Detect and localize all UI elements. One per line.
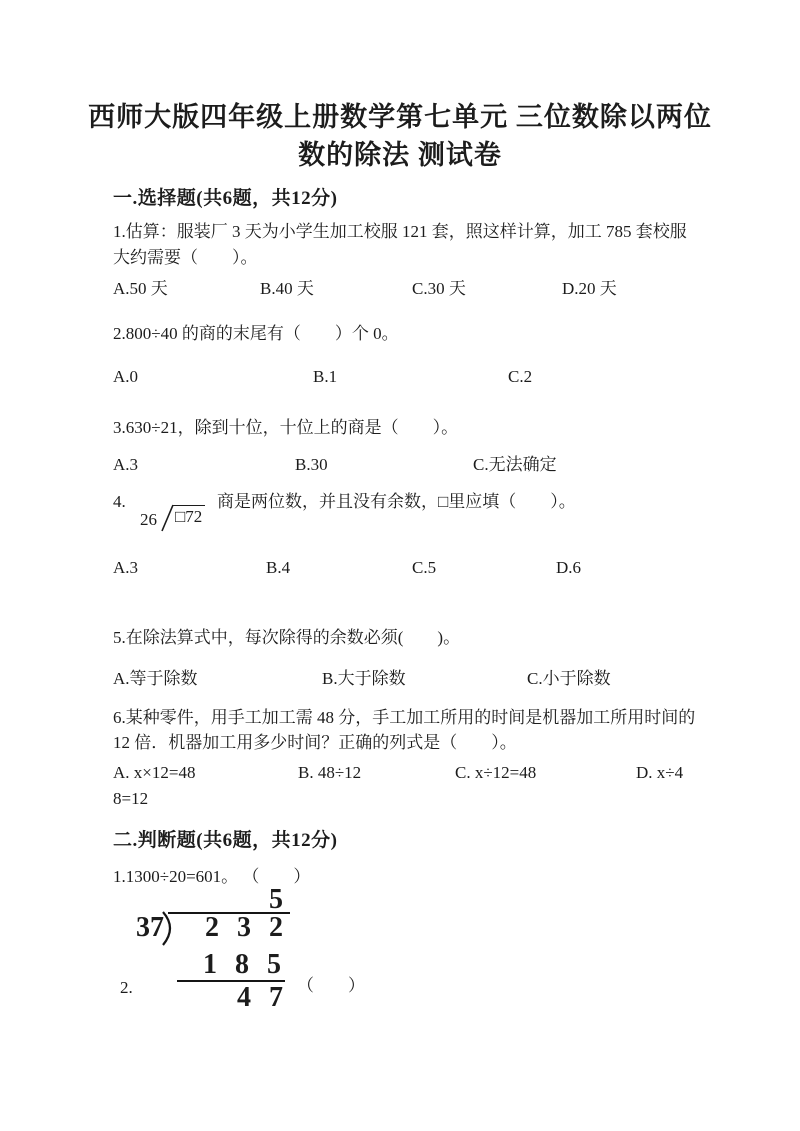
- page-title-line2: 数的除法 测试卷: [298, 140, 502, 170]
- q1-option-c: C.30 天: [412, 279, 466, 298]
- q1-option-b: B.40 天: [260, 279, 314, 298]
- q5-text: 5.在除法算式中，每次除得的余数必须( )。: [113, 628, 461, 647]
- longdiv-divisor: 37: [136, 912, 164, 943]
- section-judge-header: 二.判断题(共6题，共12分): [113, 830, 338, 851]
- q4-option-a: A.3: [113, 558, 139, 577]
- q6-option-a: A. x×12=48: [113, 763, 196, 782]
- q6-option-d: D. x÷4: [636, 763, 684, 782]
- page-title-line1: 西师大版四年级上册数学第七单元 三位数除以两位: [88, 102, 712, 132]
- q4-text: 商是两位数，并且没有余数，□里应填（ ）。: [217, 492, 576, 511]
- q3-text: 3.630÷21，除到十位，十位上的商是（ ）。: [113, 418, 459, 437]
- q4-division-expression: [140, 502, 220, 534]
- q3-option-b: B.30: [295, 455, 328, 474]
- longdiv-remainder: 4 7: [237, 982, 283, 1013]
- q5-option-a: A.等于除数: [113, 669, 198, 688]
- division-bracket-icon: [160, 911, 177, 946]
- q3-option-c: C.无法确定: [473, 455, 557, 474]
- section-choice-header: 一.选择题(共6题，共12分): [113, 188, 338, 209]
- q6-text-line2: 12 倍．机器加工用多少时间？正确的列式是（ ）。: [113, 733, 517, 752]
- q2-option-c: C.2: [508, 367, 533, 386]
- longdiv-subtrahend: 1 8 5: [203, 949, 281, 980]
- q4-division-divisor: 26: [140, 510, 157, 529]
- judge-q1-text: 1.1300÷20=601。 （ ）: [113, 867, 311, 886]
- q6-option-b: B. 48÷12: [298, 763, 362, 782]
- q4-option-c: C.5: [412, 558, 437, 577]
- q1-text-line1: 1.估算：服装厂 3 天为小学生加工校服 121 套，照这样计算，加工 785 套校服: [113, 222, 687, 241]
- q1-option-a: A.50 天: [113, 279, 168, 298]
- judge-q2-answer-blank: （ ）: [297, 976, 365, 995]
- q4-division-dividend: □72: [173, 505, 205, 527]
- q4-number: 4.: [113, 492, 126, 511]
- q5-option-c: C.小于除数: [527, 669, 611, 688]
- q6-option-c: C. x÷12=48: [455, 763, 537, 782]
- q3-option-a: A.3: [113, 455, 139, 474]
- q1-option-d: D.20 天: [562, 279, 617, 298]
- longdiv-dividend: 2 3 2: [205, 912, 283, 943]
- q4-option-b: B.4: [266, 558, 291, 577]
- longdiv-quotient: 5: [269, 884, 283, 915]
- judge-q2-number: 2.: [120, 978, 133, 997]
- q5-option-b: B.大于除数: [322, 669, 406, 688]
- q4-option-d: D.6: [556, 558, 582, 577]
- q2-option-b: B.1: [313, 367, 338, 386]
- q1-text-line2: 大约需要（ ）。: [113, 248, 258, 267]
- q6-option-d-overflow: 8=12: [113, 789, 149, 808]
- q2-text: 2.800÷40 的商的末尾有（ ）个 0。: [113, 324, 399, 343]
- q2-option-a: A.0: [113, 367, 139, 386]
- q6-text-line1: 6.某种零件，用手工加工需 48 分，手工加工所用的时间是机器加工所用时间的: [113, 708, 696, 727]
